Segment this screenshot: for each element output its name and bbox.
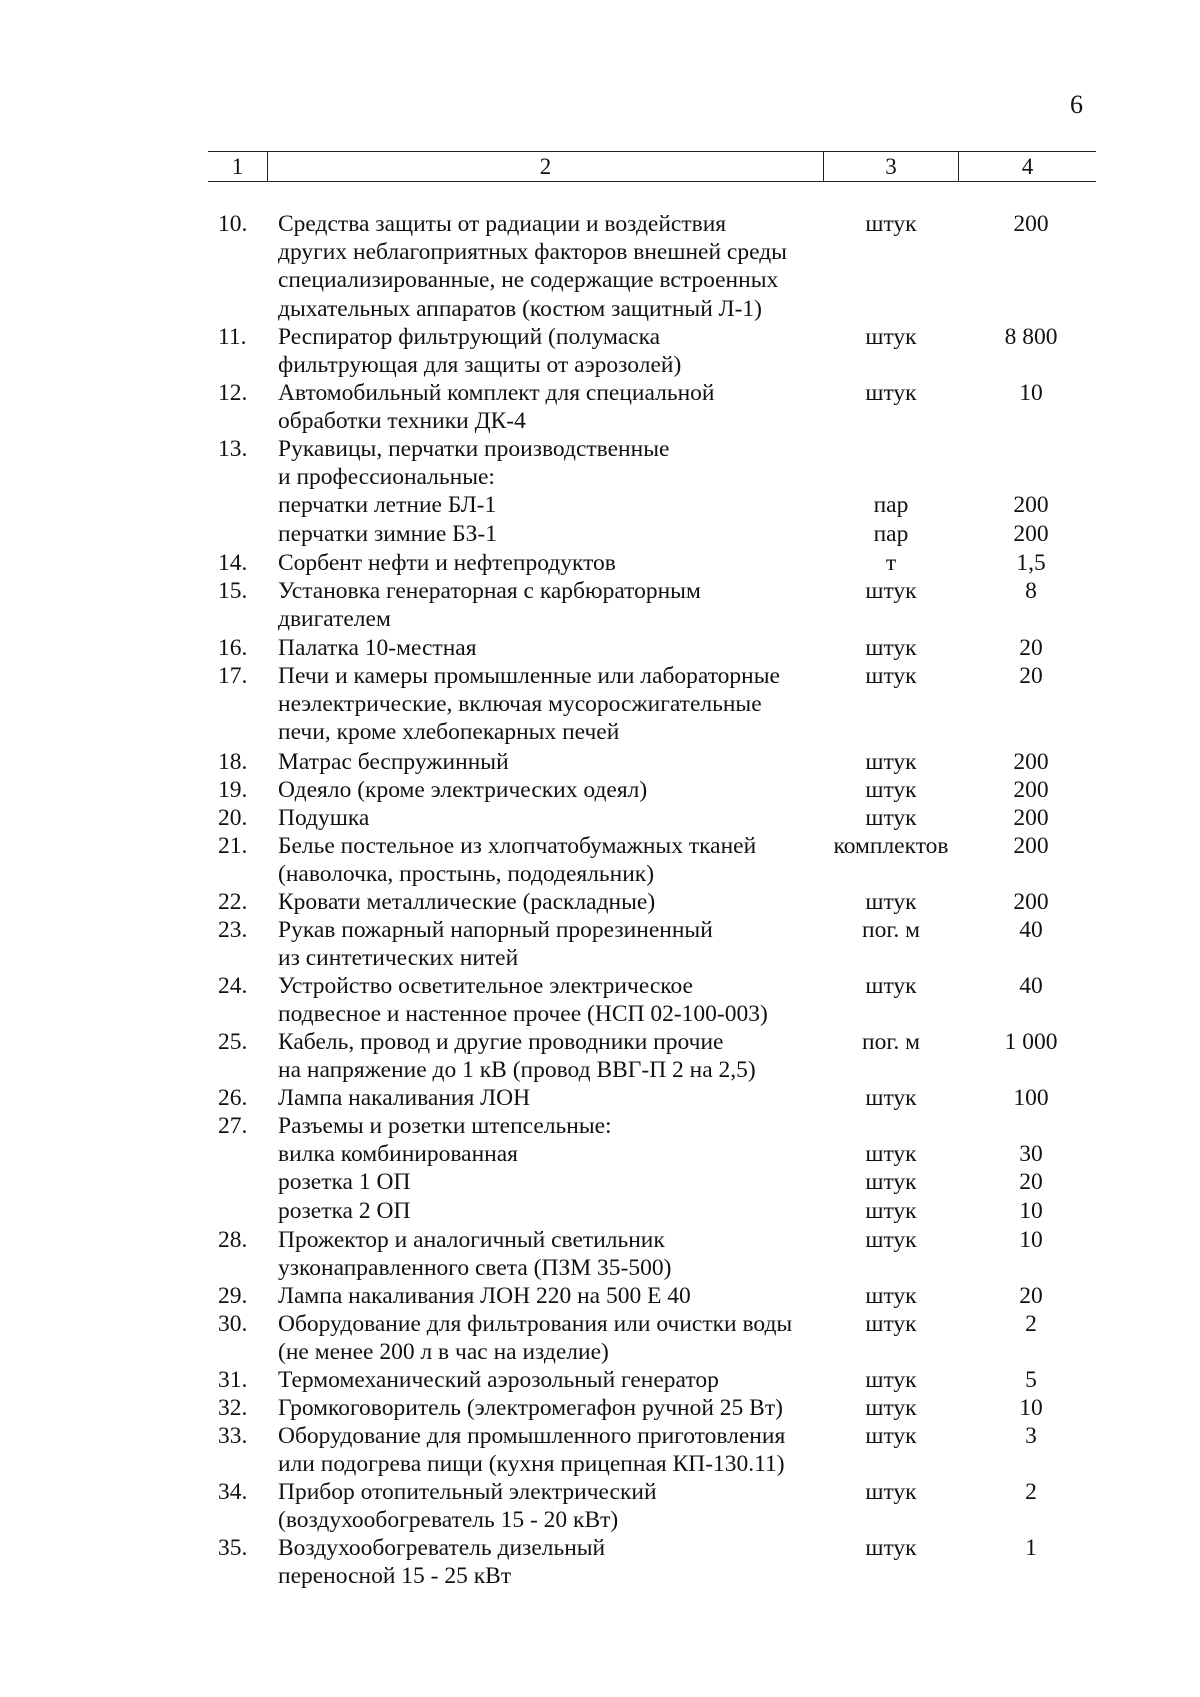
item-name-line: узконаправленного света (ПЗМ 35-500) xyxy=(278,1255,672,1282)
sub-item-row xyxy=(0,1197,1200,1225)
item-quantity: 10 xyxy=(1019,1395,1043,1421)
item-name xyxy=(278,1226,838,1282)
item-unit: штук xyxy=(865,635,917,661)
page-number: 6 xyxy=(1070,90,1083,119)
item-quantity: 200 xyxy=(1013,777,1049,803)
item-name-line: Оборудование для промышленного приготовления xyxy=(278,1423,786,1449)
header-col-1: 1 xyxy=(231,154,244,179)
row-number: 34. xyxy=(218,1479,248,1505)
item-unit: штук xyxy=(865,889,917,915)
row-number: 21. xyxy=(218,833,248,859)
item-unit: штук xyxy=(865,805,917,831)
item-unit: штук xyxy=(865,973,917,999)
row-number: 18. xyxy=(218,749,248,775)
sub-item-name: розетка 1 ОП xyxy=(278,1169,411,1196)
item-name xyxy=(278,1112,838,1140)
row-number: 31. xyxy=(218,1367,248,1393)
item-unit: штук xyxy=(865,749,917,775)
item-name-line: Рукавицы, перчатки производственные xyxy=(278,436,670,462)
item-name-line: обработки техники ДК-4 xyxy=(278,408,526,435)
item-name-line: Кровати металлические (раскладные) xyxy=(278,889,656,915)
row-number: 10. xyxy=(218,211,248,237)
sub-item-quantity: 30 xyxy=(1019,1141,1043,1168)
row-number: 27. xyxy=(218,1113,248,1139)
item-name-line: дыхательных аппаратов (костюм защитный Л-1) xyxy=(278,295,762,322)
item-name-line: (не менее 200 л в час на изделие) xyxy=(278,1339,609,1366)
item-unit: штук xyxy=(865,1311,917,1337)
row-number: 15. xyxy=(218,578,248,604)
item-unit: штук xyxy=(865,578,917,604)
row-number: 23. xyxy=(218,917,248,943)
item-quantity: 40 xyxy=(1019,917,1043,943)
item-name-line: Воздухообогреватель дизельный xyxy=(278,1535,606,1561)
item-quantity: 3 xyxy=(1025,1423,1037,1449)
sub-item-unit: штук xyxy=(865,1141,917,1168)
item-quantity: 100 xyxy=(1013,1085,1049,1111)
row-number: 29. xyxy=(218,1283,248,1309)
item-unit: штук xyxy=(865,211,917,237)
item-name-line: (наволочка, простынь, пододеяльник) xyxy=(278,861,655,888)
row-number: 22. xyxy=(218,889,248,915)
row-number: 16. xyxy=(218,635,248,661)
sub-item-row xyxy=(0,1140,1200,1168)
item-name-line: на напряжение до 1 кВ (провод ВВГ-П 2 на 2,5) xyxy=(278,1057,756,1084)
item-name-line: Матрас беспружинный xyxy=(278,749,509,775)
item-unit: штук xyxy=(865,1479,917,1505)
item-name-line: Лампа накаливания ЛОН xyxy=(278,1085,531,1111)
item-name xyxy=(278,1028,838,1084)
item-name xyxy=(278,888,838,916)
row-number: 13. xyxy=(218,436,248,462)
row-number: 12. xyxy=(218,380,248,406)
item-name xyxy=(278,1534,838,1590)
item-unit: штук xyxy=(865,1367,917,1393)
sub-item-quantity: 10 xyxy=(1019,1197,1043,1224)
item-quantity: 8 xyxy=(1025,578,1037,604)
item-name-line: фильтрующая для защиты от аэрозолей) xyxy=(278,352,682,379)
item-name-line: Прожектор и аналогичный светильник xyxy=(278,1227,665,1253)
item-name-line: специализированные, не содержащие встроенных xyxy=(278,267,779,294)
item-quantity: 200 xyxy=(1013,889,1049,915)
row-number: 11. xyxy=(218,324,247,350)
sub-item-name: перчатки летние БЛ-1 xyxy=(278,492,497,519)
item-quantity: 8 800 xyxy=(1004,324,1058,350)
sub-item-name: розетка 2 ОП xyxy=(278,1197,411,1224)
item-quantity: 10 xyxy=(1019,380,1043,406)
item-name xyxy=(278,1394,838,1422)
item-name xyxy=(278,804,838,832)
item-name xyxy=(278,1282,838,1310)
row-number: 30. xyxy=(218,1311,248,1337)
item-unit: штук xyxy=(865,1227,917,1253)
item-unit: штук xyxy=(865,1423,917,1449)
row-number: 14. xyxy=(218,550,248,576)
item-quantity: 5 xyxy=(1025,1367,1037,1393)
item-name xyxy=(278,748,838,776)
item-unit: штук xyxy=(865,777,917,803)
header-bottom-rule xyxy=(208,181,1096,182)
row-number: 32. xyxy=(218,1395,248,1421)
item-name-line: Кабель, провод и другие проводники прочие xyxy=(278,1029,724,1055)
sub-item-row xyxy=(0,520,1200,548)
header-col-2: 2 xyxy=(539,154,552,179)
item-name xyxy=(278,634,838,662)
item-name-line: Рукав пожарный напорный прорезиненный xyxy=(278,917,713,943)
item-unit: комплектов xyxy=(833,833,949,859)
item-unit: штук xyxy=(865,324,917,350)
row-number: 19. xyxy=(218,777,248,803)
item-name-line: Термомеханический аэрозольный генератор xyxy=(278,1367,719,1393)
item-name xyxy=(278,832,838,888)
item-name xyxy=(278,972,838,1028)
item-quantity: 1,5 xyxy=(1016,550,1046,576)
item-quantity: 200 xyxy=(1013,805,1049,831)
item-quantity: 20 xyxy=(1019,1283,1043,1309)
sub-item-name: перчатки зимние БЗ-1 xyxy=(278,520,497,547)
item-unit: штук xyxy=(865,1283,917,1309)
item-name xyxy=(278,210,838,323)
item-name-line: Громкоговоритель (электромегафон ручной 25 Вт) xyxy=(278,1395,783,1421)
item-quantity: 2 xyxy=(1025,1479,1037,1505)
sub-item-quantity: 200 xyxy=(1013,492,1049,519)
sub-item-unit: штук xyxy=(865,1197,917,1224)
sub-item-row xyxy=(0,1168,1200,1196)
item-name-line: и профессиональные: xyxy=(278,464,495,491)
item-unit: штук xyxy=(865,1535,917,1561)
item-name xyxy=(278,1422,838,1478)
header-col-3: 3 xyxy=(885,154,897,179)
item-name-line: (воздухообогреватель 15 - 20 кВт) xyxy=(278,1507,619,1534)
row-number: 17. xyxy=(218,663,248,689)
item-name xyxy=(278,1310,838,1366)
row-number: 28. xyxy=(218,1227,248,1253)
item-quantity: 2 xyxy=(1025,1311,1037,1337)
sub-item-quantity: 20 xyxy=(1019,1169,1043,1196)
item-name-line: других неблагоприятных факторов внешней среды xyxy=(278,239,787,266)
item-name-line: Разъемы и розетки штепсельные: xyxy=(278,1113,612,1139)
item-name-line: переносной 15 - 25 кВт xyxy=(278,1563,512,1590)
item-quantity: 200 xyxy=(1013,833,1049,859)
item-name xyxy=(278,323,838,379)
item-unit: штук xyxy=(865,380,917,406)
item-name-line: Респиратор фильтрующий (полумаска xyxy=(278,324,661,350)
item-name xyxy=(278,577,838,633)
item-name xyxy=(278,776,838,804)
item-name-line: Лампа накаливания ЛОН 220 на 500 Е 40 xyxy=(278,1283,691,1309)
header-col-4: 4 xyxy=(1021,154,1034,179)
item-quantity: 1 xyxy=(1025,1535,1037,1561)
item-name xyxy=(278,916,838,972)
item-name-line: подвесное и настенное прочее (НСП 02-100-003) xyxy=(278,1001,768,1028)
item-name-line: Автомобильный комплект для специальной xyxy=(278,380,715,406)
item-name xyxy=(278,1478,838,1534)
item-quantity: 40 xyxy=(1019,973,1043,999)
item-name-line: двигателем xyxy=(278,606,391,633)
item-quantity: 20 xyxy=(1019,635,1043,661)
sub-item-unit: пар xyxy=(873,520,909,547)
item-unit: штук xyxy=(865,1085,917,1111)
item-unit: т xyxy=(885,550,897,576)
item-name-line: Одеяло (кроме электрических одеял) xyxy=(278,777,648,803)
item-name-line: неэлектрические, включая мусоросжигательные xyxy=(278,691,762,718)
item-name xyxy=(278,435,838,491)
item-name-line: Белье постельное из хлопчатобумажных тканей xyxy=(278,833,757,859)
sub-item-row xyxy=(0,491,1200,519)
sub-item-quantity: 200 xyxy=(1013,520,1049,547)
item-name xyxy=(278,1366,838,1394)
sub-item-unit: штук xyxy=(865,1169,917,1196)
item-name xyxy=(278,1084,838,1112)
row-number: 25. xyxy=(218,1029,248,1055)
item-name-line: Палатка 10-местная xyxy=(278,635,477,661)
item-name-line: из синтетических нитей xyxy=(278,945,519,972)
row-number: 20. xyxy=(218,805,248,831)
item-quantity: 200 xyxy=(1013,211,1049,237)
row-number: 24. xyxy=(218,973,248,999)
item-unit: пог. м xyxy=(862,1029,920,1055)
item-name xyxy=(278,379,838,435)
item-name-line: Подушка xyxy=(278,805,370,831)
item-name-line: Печи и камеры промышленные или лабораторные xyxy=(278,663,780,689)
row-number: 35. xyxy=(218,1535,248,1561)
sub-item-unit: пар xyxy=(873,492,909,519)
sub-item-name: вилка комбинированная xyxy=(278,1141,518,1168)
item-name-line: Устройство осветительное электрическое xyxy=(278,973,693,999)
item-unit: штук xyxy=(865,1395,917,1421)
item-unit: пог. м xyxy=(862,917,920,943)
item-name-line: Средства защиты от радиации и воздействия xyxy=(278,211,727,237)
item-quantity: 1 000 xyxy=(1004,1029,1058,1055)
item-name xyxy=(278,662,838,747)
item-quantity: 20 xyxy=(1019,663,1043,689)
item-quantity: 200 xyxy=(1013,749,1049,775)
item-name-line: Установка генераторная с карбюраторным xyxy=(278,578,701,604)
row-number: 33. xyxy=(218,1423,248,1449)
item-name-line: Сорбент нефти и нефтепродуктов xyxy=(278,550,616,576)
item-name-line: Прибор отопительный электрический xyxy=(278,1479,657,1505)
item-name-line: Оборудование для фильтрования или очистки воды xyxy=(278,1311,793,1337)
item-quantity: 10 xyxy=(1019,1227,1043,1253)
item-name xyxy=(278,549,838,577)
item-unit: штук xyxy=(865,663,917,689)
item-name-line: печи, кроме хлебопекарных печей xyxy=(278,719,620,746)
item-name-line: или подогрева пищи (кухня прицепная КП-130.11) xyxy=(278,1451,785,1478)
row-number: 26. xyxy=(218,1085,248,1111)
